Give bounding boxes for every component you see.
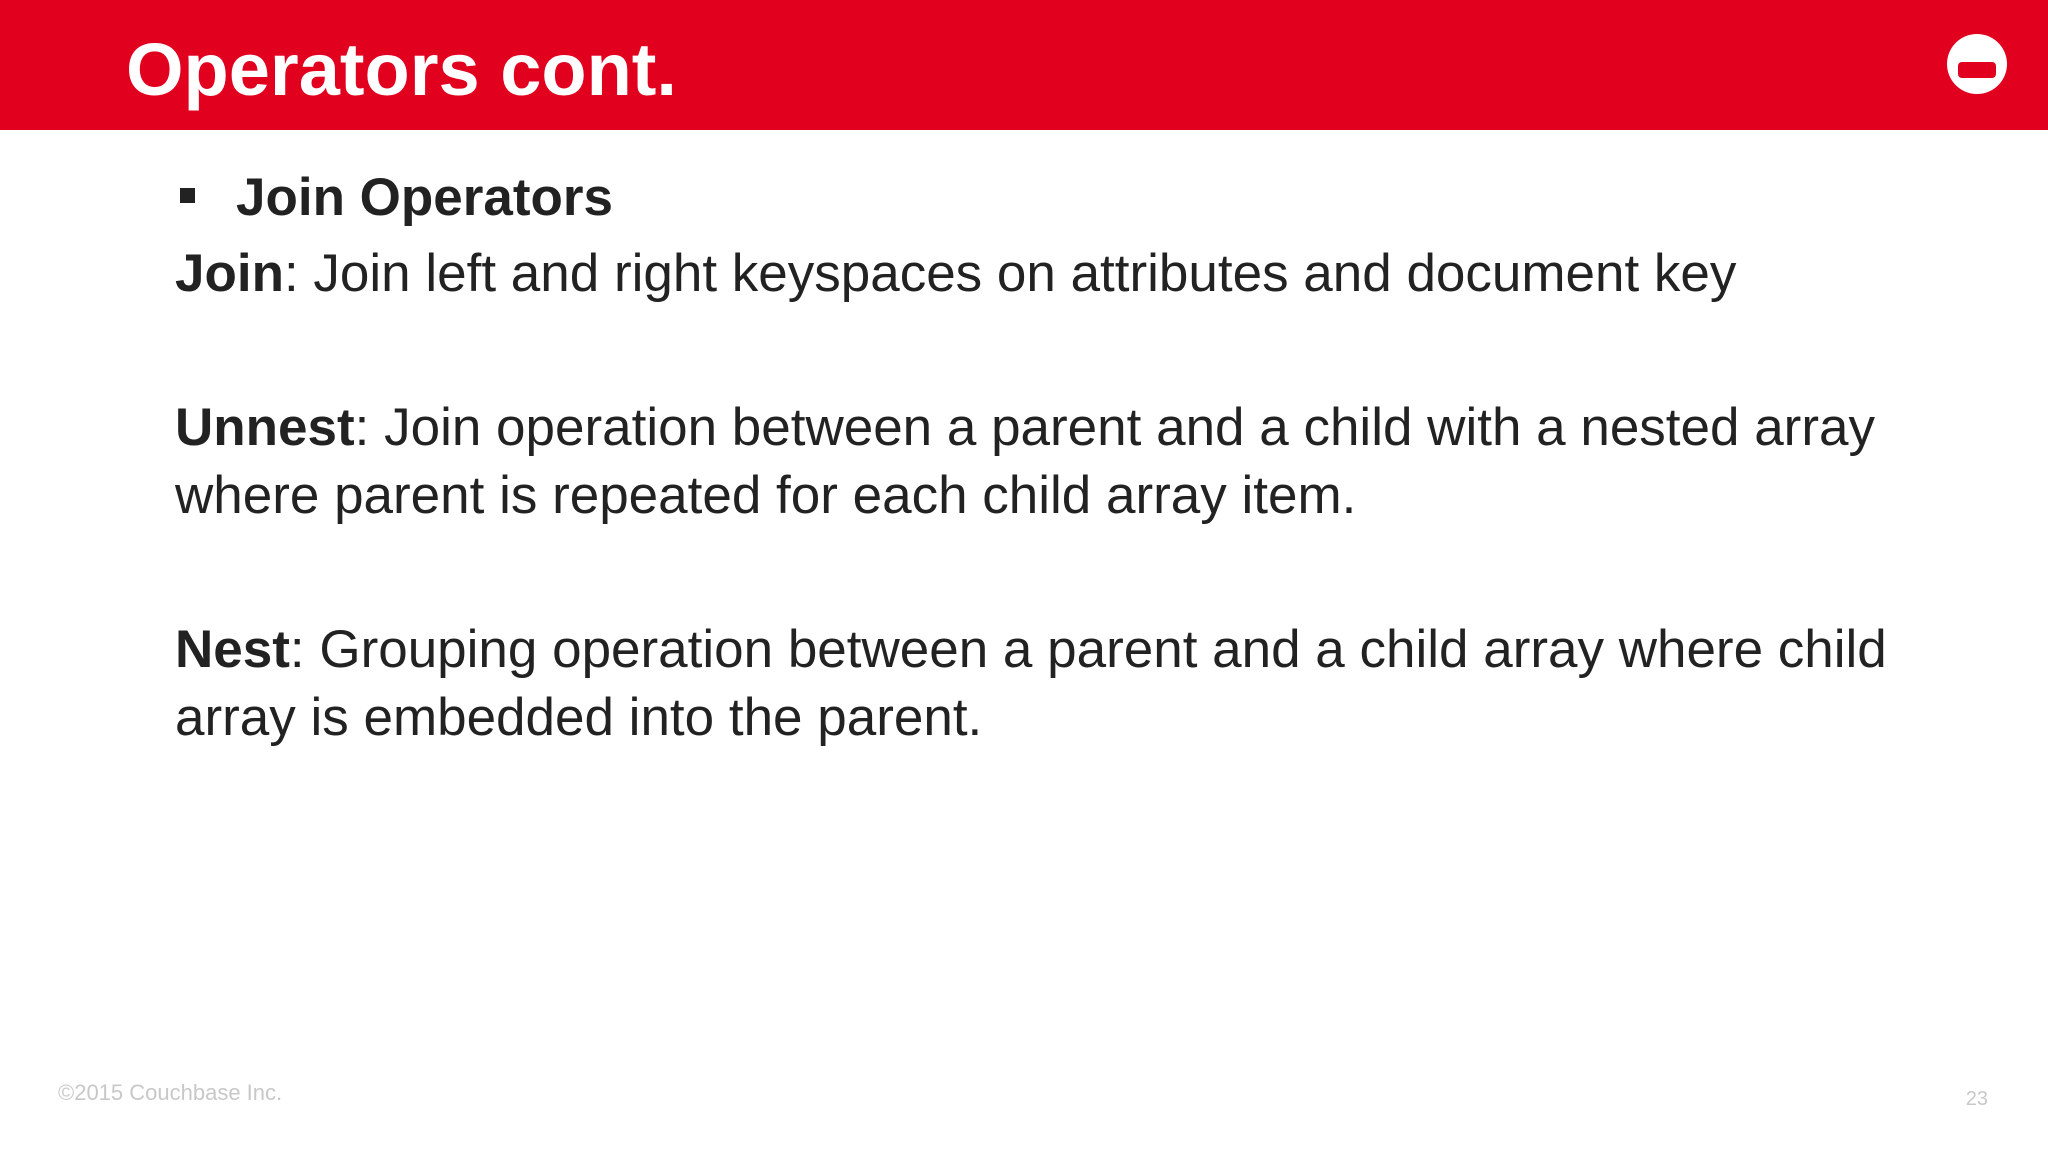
nest-description (175, 616, 1935, 752)
join-description (175, 240, 1736, 308)
bullet-item (175, 160, 1935, 236)
nest-separator: : (289, 620, 320, 679)
unnest-description (175, 394, 1935, 530)
copyright-text: ©2015 Couchbase Inc. (58, 1080, 283, 1105)
slide-content (175, 160, 1935, 747)
nest-term: Nest (175, 620, 290, 679)
page-number: 23 (1965, 1088, 1988, 1110)
nest-text: Grouping operation between a parent and a child array where child array is embedded into the parent. (175, 620, 1887, 747)
title-bar (0, 0, 2048, 130)
bullet-square-icon (180, 188, 195, 203)
join-text: Join left and right keyspaces on attributes and document key (313, 244, 1737, 303)
unnest-separator: : (354, 398, 385, 457)
join-separator: : (283, 244, 314, 303)
couchbase-logo-icon (1946, 33, 2008, 95)
join-term: Join (175, 244, 284, 303)
bullet-heading: Join Operators (236, 168, 613, 227)
unnest-text: Join operation between a parent and a child with a nested array where parent is repeated for each child array item. (175, 398, 1875, 525)
unnest-term: Unnest (175, 398, 355, 457)
slide-title: Operators cont. (126, 28, 677, 111)
